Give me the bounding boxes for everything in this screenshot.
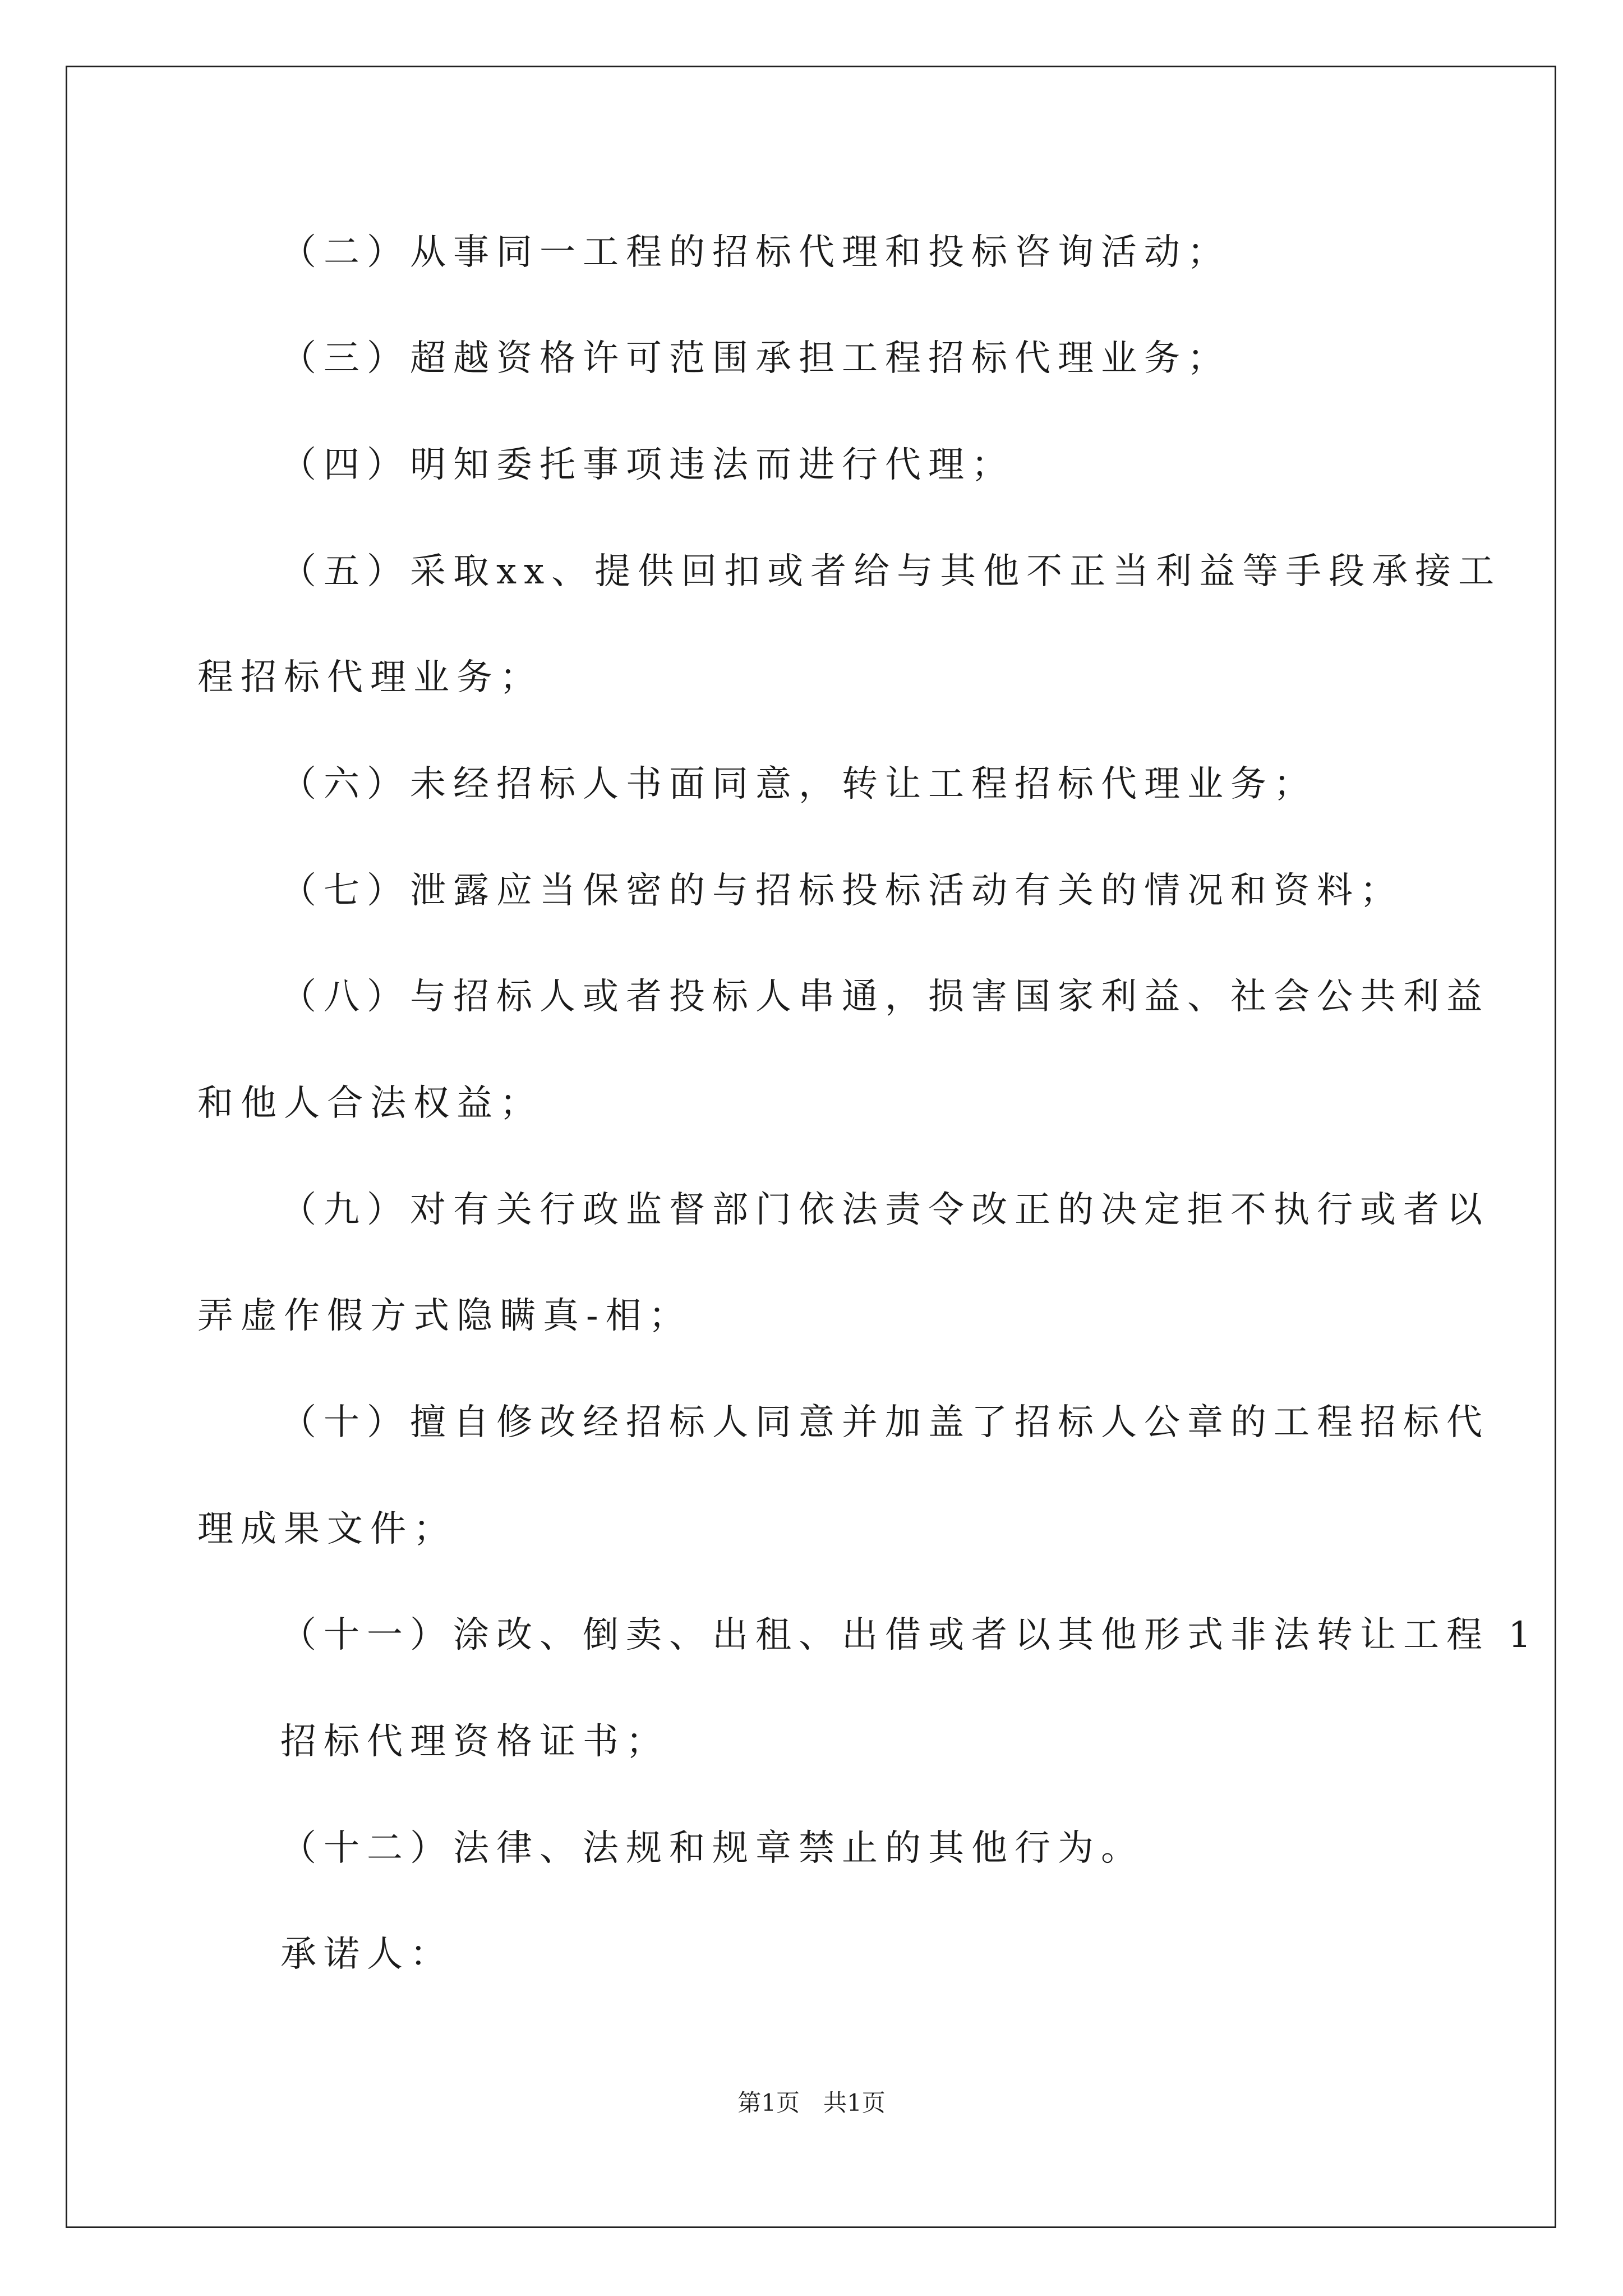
paragraph-line: （二）从事同一工程的招标代理和投标咨询活动； [280,232,1230,273]
signatory-label: 承诺人： [280,1934,453,1975]
paragraph-line: （十二）法律、法规和规章禁止的其他行为。 [280,1828,1144,1869]
paragraph-line: 程招标代理业务； [197,657,543,698]
paragraph-line: 弄虚作假方式隐瞒真-相； [197,1295,692,1337]
paragraph-line: 和他人合法权益； [197,1083,543,1124]
paragraph-line: （四）明知委托事项违法而进行代理； [280,444,1015,486]
paragraph-line: 招标代理资格证书； [280,1721,669,1763]
page-border [66,66,1556,2228]
paragraph-line: （五）采取xx、提供回扣或者给与其他不正当利益等手段承接工 [280,551,1502,592]
paragraph-line: 理成果文件； [197,1508,457,1550]
paragraph-line: （七）泄露应当保密的与招标投标活动有关的情况和资料； [280,870,1403,912]
paragraph-line: （六）未经招标人书面同意，转让工程招标代理业务； [280,763,1317,805]
paragraph-line: （十一）涂改、倒卖、出租、出借或者以其他形式非法转让工程 1 [280,1614,1539,1656]
paragraph-line: （十）擅自修改经招标人同意并加盖了招标人公章的工程招标代 [280,1402,1490,1443]
paragraph-line: （八）与招标人或者投标人串通，损害国家利益、社会公共利益 [280,976,1490,1018]
paragraph-line: （三）超越资格许可范围承担工程招标代理业务； [280,338,1230,379]
page-number: 第1页 共1页 [737,2089,886,2116]
paragraph-line: （九）对有关行政监督部门依法责令改正的决定拒不执行或者以 [280,1189,1490,1231]
